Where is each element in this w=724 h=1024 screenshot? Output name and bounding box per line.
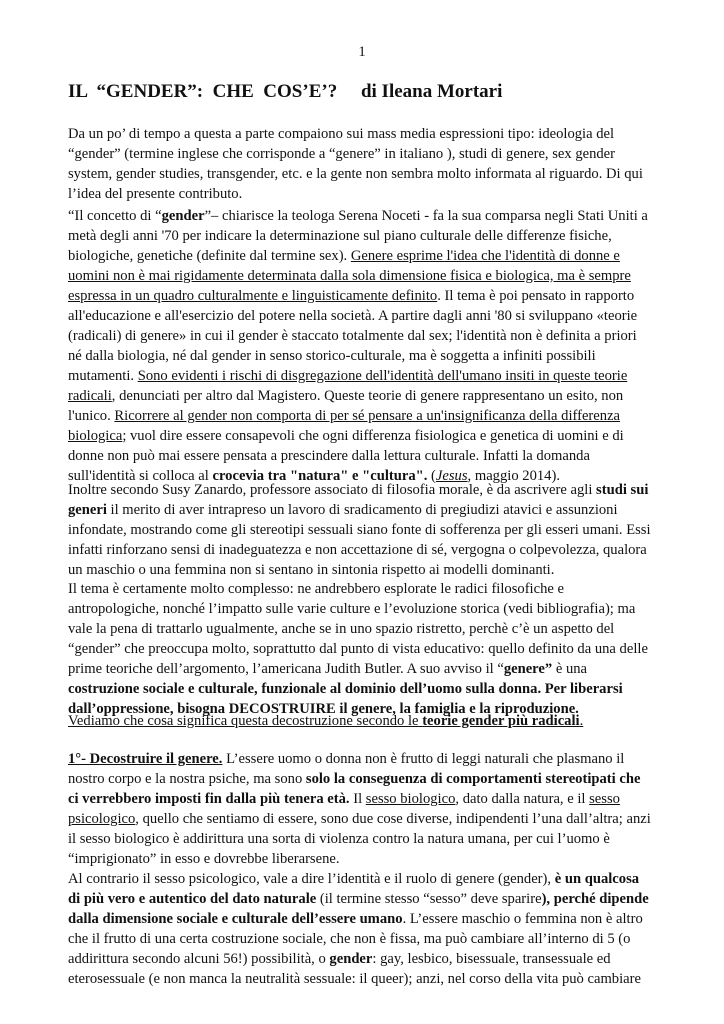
text-run: l’idea del presente contributo.	[68, 186, 243, 202]
text-line	[68, 749, 658, 769]
text-run: psicologico	[68, 811, 136, 827]
text-line	[68, 346, 658, 366]
text-run: (	[427, 468, 436, 484]
text-run: (radicali) di genere» in cui il gender è staccato totalmente dal sex; l'identità non è definita a priori	[68, 328, 637, 344]
text-run: all'educazione e all'esercizio del potere nella società. A partire dagli anni '80 si sviluppano «teorie	[68, 308, 638, 324]
text-run: genere”	[503, 661, 553, 677]
text-run: ; vuol dire essere consapevoli che ogni differenza fisiologica e genetica di uomini e di	[122, 428, 624, 444]
text-run: prime teoriche dell’argomento, l’americana Judith Butler. A suo avviso il “	[68, 661, 504, 677]
text-run: nostro corpo e la nostra psiche, ma sono	[68, 771, 306, 787]
text-run: mutamenti.	[68, 368, 138, 384]
text-run: un maschio o una femmina non si sentano in sintonia rispetto ai modelli dominanti.	[68, 562, 555, 578]
paragraph-noceti-quote	[68, 206, 658, 486]
text-line	[68, 406, 658, 426]
text-run: eterosessuale (e non manca la neutralità sessuale: il queer); anzi, nel corso della vita può cambiare	[68, 971, 641, 987]
text-run: è una	[552, 661, 588, 677]
text-run: ”– chiarisce la teologa Serena Noceti - fa la sua comparsa negli Stati Uniti a	[204, 208, 648, 224]
text-run: Vediamo che cosa significa questa decostruzione secondo le	[68, 713, 423, 729]
text-run: biologiche, genetiche (definite dal termine sex).	[68, 248, 351, 264]
text-run: L’essere uomo o donna non è frutto di leggi naturali che plasmano il	[222, 751, 625, 767]
text-run: Sono evidenti i rischi di disgregazione dell'identità dell'umano insiti in queste teorie	[137, 368, 628, 384]
text-run: . L’essere maschio o femmina non è altro	[402, 911, 643, 927]
text-run: .	[579, 713, 584, 729]
text-line	[68, 520, 658, 540]
text-run: , maggio 2014).	[467, 468, 560, 484]
paragraph-intro	[68, 124, 658, 204]
page-number: 1	[358, 44, 366, 60]
text-run: Ricorrere al gender non comporta di per sé pensare a un'insignificanza della differenza	[114, 408, 621, 424]
text-line	[68, 386, 658, 406]
text-run: : gay, lesbico, bisessuale, transessuale ed	[372, 951, 611, 967]
text-run: (il termine stesso “sesso” deve sparire	[316, 891, 542, 907]
text-run: system, gender studies, transgender, etc. e la gente non sembra molto informata al riguardo. Di qui	[68, 166, 643, 182]
text-line	[68, 711, 658, 731]
text-run: gender	[161, 208, 205, 224]
paragraph-zanardo	[68, 480, 658, 580]
text-run: , dato dalla natura, e il	[455, 791, 590, 807]
text-run: infondate, mostrando come gli stereotipi sessuali siano fonte di sofferenza per gli esseri umani. Essi	[68, 522, 651, 538]
paragraph-radical-theories	[68, 711, 658, 731]
text-line	[68, 679, 658, 699]
text-line	[68, 809, 658, 829]
text-run: Al contrario il sesso psicologico, vale a dire l’identità e il ruolo di genere (gender),	[68, 871, 555, 887]
text-run: dall’oppressione, bisogna DECOSTRUIRE il genere, la famiglia e la riproduzione.	[68, 701, 579, 717]
text-line	[68, 326, 658, 346]
text-line	[68, 246, 658, 266]
text-run: ci verrebbero imposti fin dalla più tenera età.	[68, 791, 350, 807]
text-run: è un qualcosa	[554, 871, 640, 887]
text-line	[68, 599, 658, 619]
text-run: Inoltre secondo Susy Zanardo, professore associato di filosofia morale, è da ascrivere agli	[68, 482, 597, 498]
text-line	[68, 619, 658, 639]
text-line	[68, 540, 658, 560]
text-line	[68, 124, 658, 144]
text-run: Il	[349, 791, 366, 807]
text-run: Genere esprime l'idea che l'identità di donne e	[350, 248, 620, 264]
text-line	[68, 789, 658, 809]
text-run: l'unico.	[68, 408, 115, 424]
text-run: il merito di aver intrapreso un lavoro di sradicamento di pregiudizi atavici e assunzioni	[106, 502, 618, 518]
paragraph-deconstruct-gender	[68, 749, 658, 989]
text-line	[68, 286, 658, 306]
text-line	[68, 366, 658, 386]
text-line	[68, 849, 658, 869]
text-run: ), perché dipende	[541, 891, 649, 907]
text-run: infatti rinforzano sensi di inadeguatezza e non accettazione di sé, vergogna o colpevolezza, qualora	[68, 542, 647, 558]
text-run: 1°- Decostruire il genere.	[68, 751, 223, 767]
text-line	[68, 306, 658, 326]
text-line	[68, 659, 658, 679]
text-line	[68, 949, 658, 969]
text-run: crocevia tra "natura" e "cultura".	[212, 468, 428, 484]
text-run: , denunciati per altro dal Magistero. Queste teorie di genere rappresentano un esito, non	[111, 388, 624, 404]
text-line	[68, 184, 658, 204]
text-line	[68, 909, 658, 929]
text-run: teorie gender più radicali	[422, 713, 580, 729]
text-line	[68, 769, 658, 789]
text-line	[68, 144, 658, 164]
text-run: di più vero e autentico del dato naturale	[68, 891, 317, 907]
text-line	[68, 164, 658, 184]
text-run: Jesus	[435, 468, 468, 484]
paragraph-butler	[68, 579, 658, 719]
text-line	[68, 929, 658, 949]
text-line	[68, 446, 658, 466]
text-run: , quello che sentiamo di essere, sono due cose diverse, indipendenti l’una dall’altra; anzi	[135, 811, 651, 827]
text-run: sesso	[589, 791, 620, 807]
text-run: . Il tema è poi pensato in rapporto	[437, 288, 635, 304]
text-line	[68, 579, 658, 599]
text-run: “gender” che preoccupa molto, soprattutto dal punto di vista educativo: quello definito da una delle	[68, 641, 648, 657]
text-line	[68, 560, 658, 580]
text-run: studi sui	[596, 482, 649, 498]
text-run: “Il concetto di “	[68, 208, 162, 224]
text-run: che il frutto di una certa costruzione sociale, che non è fissa, ma può cambiare all’interno di 5 (o	[68, 931, 631, 947]
text-run: gender	[329, 951, 373, 967]
text-run: espressa in un quadro culturalmente e linguisticamente definito	[68, 288, 438, 304]
text-line	[68, 500, 658, 520]
text-line	[68, 869, 658, 889]
text-run: vale la pena di trattarlo ugualmente, anche se in uno spazio ristretto, perchè c’è un aspetto del	[68, 621, 615, 637]
text-run: costruzione sociale e culturale, funzionale al dominio dell’uomo sulla donna. Per liberarsi	[68, 681, 623, 697]
text-run: Il tema è certamente molto complesso: ne andrebbero esplorate le radici filosofiche e	[68, 581, 564, 597]
text-run: sull'identità si colloca al	[68, 468, 213, 484]
text-line	[68, 889, 658, 909]
text-line	[68, 969, 658, 989]
text-run: donne non può mai essere pensata a prescindere dalla lettura culturale. Infatti la domanda	[68, 448, 590, 464]
text-run: biologica	[68, 428, 123, 444]
text-run: uomini non è mai rigidamente determinata dalla sola dimensione fisica e biologica, ma è sempre	[68, 268, 631, 284]
text-line	[68, 226, 658, 246]
text-line	[68, 206, 658, 226]
text-run: generi	[68, 502, 107, 518]
text-line	[68, 480, 658, 500]
text-run: antropologiche, nonché l’impatto sulle varie culture e l’evoluzione storica (vedi bibliografia); ma	[68, 601, 636, 617]
text-line	[68, 266, 658, 286]
text-run: “imprigionato” in esso e dovrebbe liberarsene.	[68, 851, 340, 867]
text-run: né dalla biologia, né dal gender in senso storico-culturale, ma è soggetta a infiniti possibili	[68, 348, 596, 364]
text-run: “gender” (termine inglese che corrisponde a “genere” in italiano ), studi di genere, sex gender	[68, 146, 616, 162]
text-run: metà degli anni '70 per indicare la determinazione sul piano culturale delle differenze fisiche,	[68, 228, 612, 244]
text-run: sesso biologico	[365, 791, 456, 807]
text-run: il sesso biologico è addirittura una sorta di violenza contro la natura umana, per cui l’uomo è	[68, 831, 610, 847]
document-title: IL “GENDER”: CHE COS’E’? di Ileana Mortari	[68, 81, 503, 102]
text-line	[68, 639, 658, 659]
text-run: radicali	[68, 388, 112, 404]
text-run: dalla dimensione sociale e culturale dell’essere umano	[68, 911, 403, 927]
text-run: solo la conseguenza di comportamenti stereotipati che	[305, 771, 641, 787]
text-run: Da un po’ di tempo a questa a parte compaiono sui mass media espressioni tipo: ideologia del	[68, 126, 615, 142]
text-run: addirittura secondo alcuni 56!) possibilità, o	[68, 951, 330, 967]
text-line	[68, 426, 658, 446]
text-line	[68, 829, 658, 849]
